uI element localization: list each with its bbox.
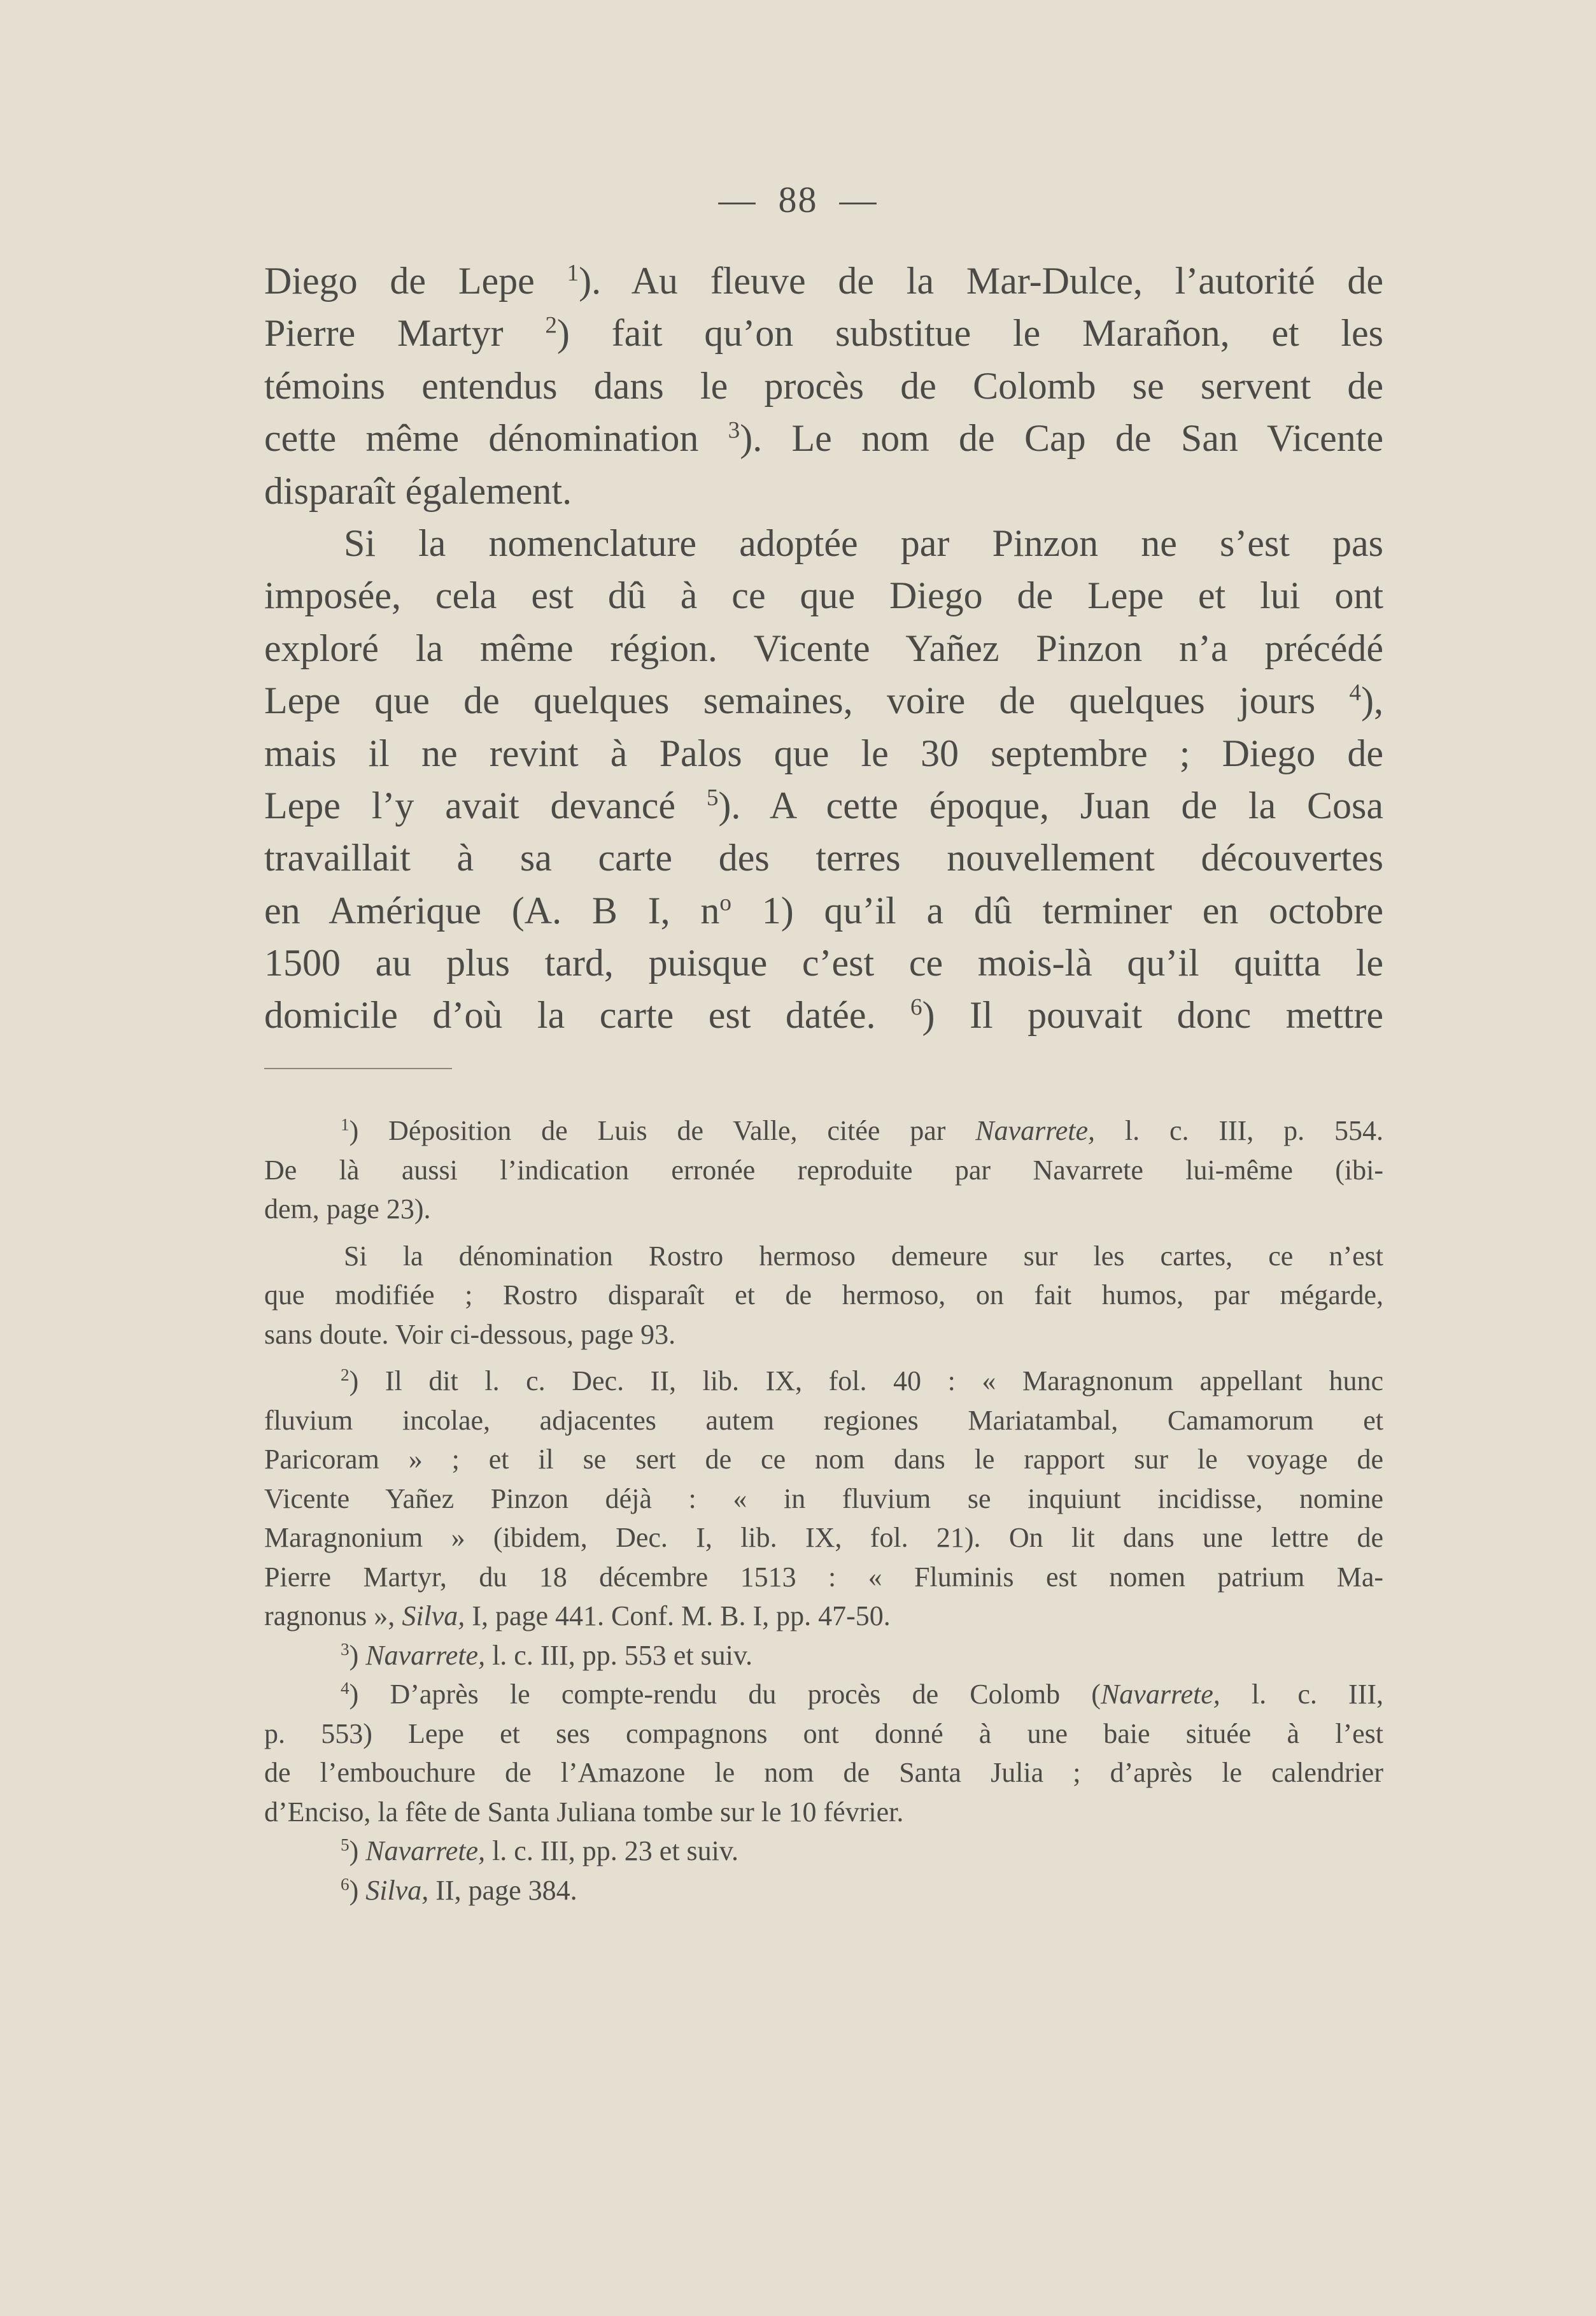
footnote-separator-rule [264, 1068, 452, 1069]
footnote-2-line: ragnonus », Silva, I, page 441. Conf. M. B. I, pp. 47-50. [264, 1600, 891, 1631]
body-line: Pierre Martyr $^2$) fait qu’on substitue le Marañon, et les [264, 312, 1383, 355]
footnote-ref: 4 [1349, 679, 1362, 706]
footnote-ref: 3 [728, 417, 740, 444]
footnote-2-line: Paricoram » ; et il se sert de ce nom dans le rapport sur le voyage de [264, 1444, 1383, 1475]
footnote-ref: 1 [567, 260, 579, 287]
footnote-1-line: Si la dénomination Rostro hermoso demeure sur les cartes, ce n’est [344, 1240, 1383, 1272]
body-line: exploré la même région. Vicente Yañez Pinzon n’a précédé [264, 627, 1383, 669]
footnote-1-line: sans doute. Voir ci-dessous, page 93. [264, 1318, 676, 1350]
ordinal-mark: o [719, 890, 731, 916]
footnote-2-line: fluvium incolae, adjacentes autem regiones Mariatambal, Camamorum et [264, 1404, 1383, 1436]
body-line: en Amérique (A. B I, $n^o$ 1) qu’il a dû terminer en octobre [264, 889, 1383, 932]
dash-left: — [718, 179, 757, 220]
footnote-4: $^4$) D’après le compte-rendu du procès de Colomb (Navarrete, l. c. III, [341, 1679, 1383, 1710]
body-line: cette même dénomination $^3$). Le nom de Cap de San Vicente [264, 417, 1384, 460]
body-line: travaillait à sa carte des terres nouvellement découvertes [264, 837, 1383, 879]
body-line: Si la nomenclature adoptée par Pinzon ne s’est pas [344, 522, 1383, 564]
footnote-ref: 2 [545, 312, 557, 339]
dash-right: — [839, 179, 878, 220]
footnote-1-line: dem, page 23). [264, 1193, 431, 1225]
footnote-ref: 5 [706, 785, 719, 811]
footnote-4-line: d’Enciso, la fête de Santa Juliana tombe sur le 10 février. [264, 1796, 904, 1828]
body-line: Lepe que de quelques semaines, voire de quelques jours $^4$), [264, 679, 1383, 722]
footnote-6: $^6$) Silva, II, page 384. [341, 1874, 577, 1906]
body-line: 1500 au plus tard, puisque c’est ce mois-là qu’il quitta le [264, 942, 1383, 984]
footnote-2: $^2$) Il dit l. c. Dec. II, lib. IX, fol. 40 : « Maragnonum appellant hunc [341, 1365, 1383, 1396]
footnote-4-line: de l’embouchure de l’Amazone le nom de Santa Julia ; d’après le calendrier [264, 1757, 1383, 1788]
page-number: 88 [778, 179, 818, 220]
body-line: témoins entendus dans le procès de Colomb se servent de [264, 364, 1383, 407]
body-text [264, 255, 1383, 1042]
body-line: imposée, cela est dû à ce que Diego de Lepe et lui ont [264, 574, 1383, 617]
footnote-ref: 6 [910, 995, 922, 1021]
footnote-1: $^1$) Déposition de Luis de Valle, citée par Navarrete, l. c. III, p. 554. [341, 1115, 1383, 1146]
footnote-1-line: De là aussi l’indication erronée reproduite par Navarrete lui-même (ibi- [264, 1154, 1383, 1186]
footnote-4-line: p. 553) Lepe et ses compagnons ont donné à une baie située à l’est [264, 1717, 1383, 1749]
footnote-2-line: Maragnonium » (ibidem, Dec. I, lib. IX, fol. 21). On lit dans une lettre de [264, 1522, 1383, 1553]
page-number-header [0, 178, 1596, 221]
footnote-2-line: Vicente Yañez Pinzon déjà : « in fluvium se inquiunt incidisse, nomine [264, 1482, 1383, 1514]
body-line: mais il ne revint à Palos que le 30 septembre ; Diego de [264, 732, 1383, 774]
body-line: disparaît également. [264, 469, 572, 512]
body-line: Diego de Lepe $^1$). Au fleuve de la Mar-Dulce, l’autorité de [264, 260, 1383, 302]
body-line: Lepe l’y avait devancé $^5$). A cette époque, Juan de la Cosa [264, 784, 1383, 827]
body-line: domicile d’où la carte est datée. $^6$) Il pouvait donc mettre [264, 994, 1384, 1037]
footnote-5: $^5$) Navarrete, l. c. III, pp. 23 et suiv. [341, 1835, 739, 1866]
footnote-3: $^3$) Navarrete, l. c. III, pp. 553 et suiv. [341, 1639, 753, 1671]
footnote-2-line: Pierre Martyr, du 18 décembre 1513 : « Fluminis est nomen patrium Ma- [264, 1561, 1383, 1593]
footnotes [264, 1111, 1383, 1910]
footnote-1-line: que modifiée ; Rostro disparaît et de hermoso, on fait humos, par mégarde, [264, 1279, 1383, 1311]
